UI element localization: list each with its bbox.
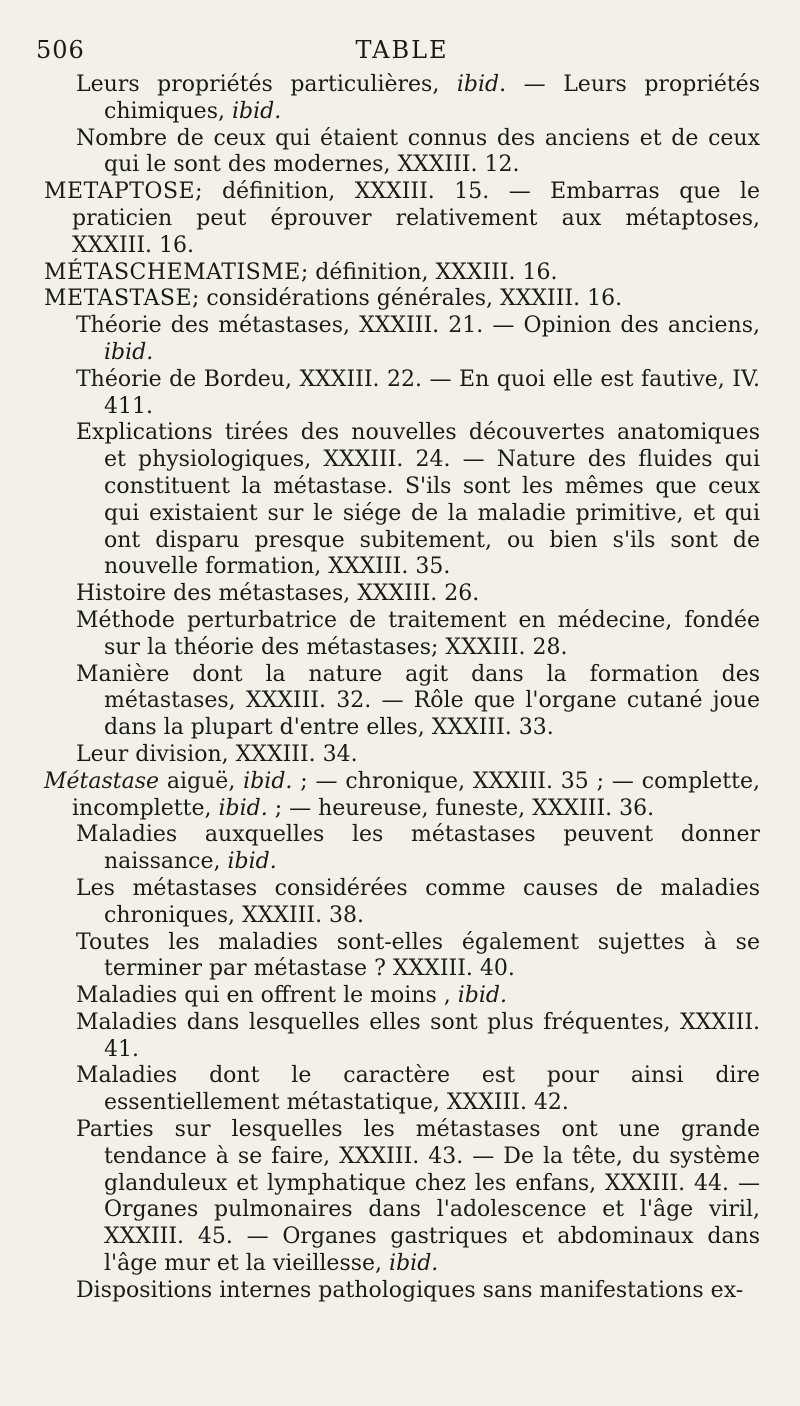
index-sub-entry bbox=[44, 1063, 760, 1117]
entry-text: . — Leurs propriétés chimiques, bbox=[104, 72, 760, 124]
index-heading-entry bbox=[44, 260, 760, 287]
entry-italic-text: ibid. bbox=[457, 983, 507, 1009]
index-sub-entry bbox=[44, 367, 760, 421]
entry-italic-text: ibid. bbox=[218, 795, 268, 821]
entry-text: Nombre de ceux qui étaient connus des anciens et de ceux qui le sont des modernes, XXXIII. 12. bbox=[76, 125, 760, 178]
entry-italic-text: Métastase bbox=[44, 768, 160, 794]
entry-text: Maladies dans lesquelles elles sont plus fréquentes, XXXIII. 41. bbox=[76, 1009, 760, 1062]
entry-italic-text: ibid. bbox=[104, 339, 154, 365]
entry-text: Théorie de Bordeu, XXXIII. 22. — En quoi elle est fautive, IV. 411. bbox=[76, 366, 760, 419]
entry-text: ; — chronique, XXXIII. 35 ; — complette, incomplette, bbox=[72, 768, 761, 821]
entry-text: Méthode perturbatrice de traitement en médecine, fondée sur la théorie des métastases; XXXIII. 28. bbox=[76, 607, 760, 660]
entry-text: ; définition, XXXIII. 16. bbox=[300, 259, 558, 285]
entry-text: Histoire des métastases, XXXIII. 26. bbox=[76, 581, 480, 607]
index-sub-entry bbox=[44, 1278, 760, 1305]
index-sub-entry bbox=[44, 608, 760, 662]
entry-text: ; — heureuse, funeste, XXXIII. 36. bbox=[267, 795, 655, 821]
running-title: TABLE bbox=[355, 36, 449, 64]
entry-text: ; considérations générales, XXXIII. 16. bbox=[192, 286, 623, 312]
index-sub-entry bbox=[44, 1010, 760, 1064]
page-header bbox=[36, 30, 760, 72]
index-sub-entry bbox=[44, 420, 760, 581]
index-sub-entry bbox=[44, 313, 760, 367]
entry-text: Leurs propriétés particulières, bbox=[76, 72, 457, 97]
entry-italic-text: ibid. bbox=[227, 849, 277, 875]
index-sub-entry bbox=[44, 126, 760, 180]
entry-text: Parties sur lesquelles les métastases ont une grande tendance à se faire, XXXIII. 43. — De la tête, du système glanduleux et lymphatique chez les enfans, XXXIII. 44. — Organes pulmonaires dans l'adolescence et l'âge viril, XXXIII. 45. — Organes gastriques et abdominaux dans l'âge mur et la vieillesse, bbox=[76, 1117, 760, 1277]
index-sub-entry bbox=[44, 930, 760, 984]
index-heading-entry bbox=[44, 286, 760, 313]
index-sub-entry bbox=[44, 822, 760, 876]
entry-text: Leur division, XXXIII. 34. bbox=[76, 741, 358, 767]
entry-text: Théorie des métastases, XXXIII. 21. — Opinion des anciens, bbox=[76, 313, 760, 339]
entry-heading-term: MÉTASCHEMATISME bbox=[44, 259, 301, 285]
entry-italic-text: ibid bbox=[456, 72, 500, 97]
entry-text: Maladies auxquelles les métastases peuvent donner naissance, bbox=[76, 822, 760, 875]
entry-text: Maladies dont le caractère est pour ainsi dire essentiellement métastatique, XXXIII. 42. bbox=[76, 1063, 760, 1116]
entry-text: Toutes les maladies sont-elles également sujettes à se terminer par métastase ? XXXIII. 40. bbox=[76, 929, 760, 982]
entry-italic-text: ibid. bbox=[231, 98, 282, 124]
index-sub-entry bbox=[44, 72, 760, 126]
entry-text: aiguë, bbox=[159, 768, 244, 794]
entry-heading-term: METAPTOSE bbox=[44, 179, 196, 205]
entry-text: Explications tirées des nouvelles découvertes anatomiques et physiologiques, XXXIII. 24. — Nature des fluides qui constituent la métastase. S'ils sont les mêmes que ceux qui existaient sur le siége de la maladie primitive, et qui ont disparu presque subitement, ou bien s'ils sont de nouvelle formation, XXXIII. 35. bbox=[76, 420, 760, 580]
entry-italic-text: ibid. bbox=[389, 1251, 439, 1277]
index-sub-entry bbox=[44, 742, 760, 769]
index-sub-entry bbox=[44, 662, 760, 742]
index-sub-entry bbox=[44, 581, 760, 608]
index-heading-entry bbox=[44, 179, 760, 259]
page-number: 506 bbox=[36, 36, 85, 64]
entry-italic-text: ibid. bbox=[243, 768, 293, 794]
index-sub-entry bbox=[44, 983, 760, 1010]
entry-heading-term: METASTASE bbox=[44, 286, 193, 312]
entry-text: Dispositions internes pathologiques sans manifestations ex- bbox=[76, 1277, 744, 1303]
index-heading-entry bbox=[44, 769, 760, 823]
entry-text: Les métastases considérées comme causes de maladies chroniques, XXXIII. 38. bbox=[76, 875, 760, 928]
index-entries bbox=[44, 72, 760, 1305]
index-sub-entry bbox=[44, 876, 760, 930]
index-sub-entry bbox=[44, 1117, 760, 1278]
entry-text: ; définition, XXXIII. 15. — Embarras que le praticien peut éprouver relativement aux métaptoses, XXXIII. 16. bbox=[72, 179, 760, 258]
entry-text: Manière dont la nature agit dans la formation des métastases, XXXIII. 32. — Rôle que l'organe cutané joue dans la plupart d'entre elles, XXXIII. 33. bbox=[76, 661, 760, 741]
entry-text: Maladies qui en offrent le moins , bbox=[76, 983, 458, 1009]
